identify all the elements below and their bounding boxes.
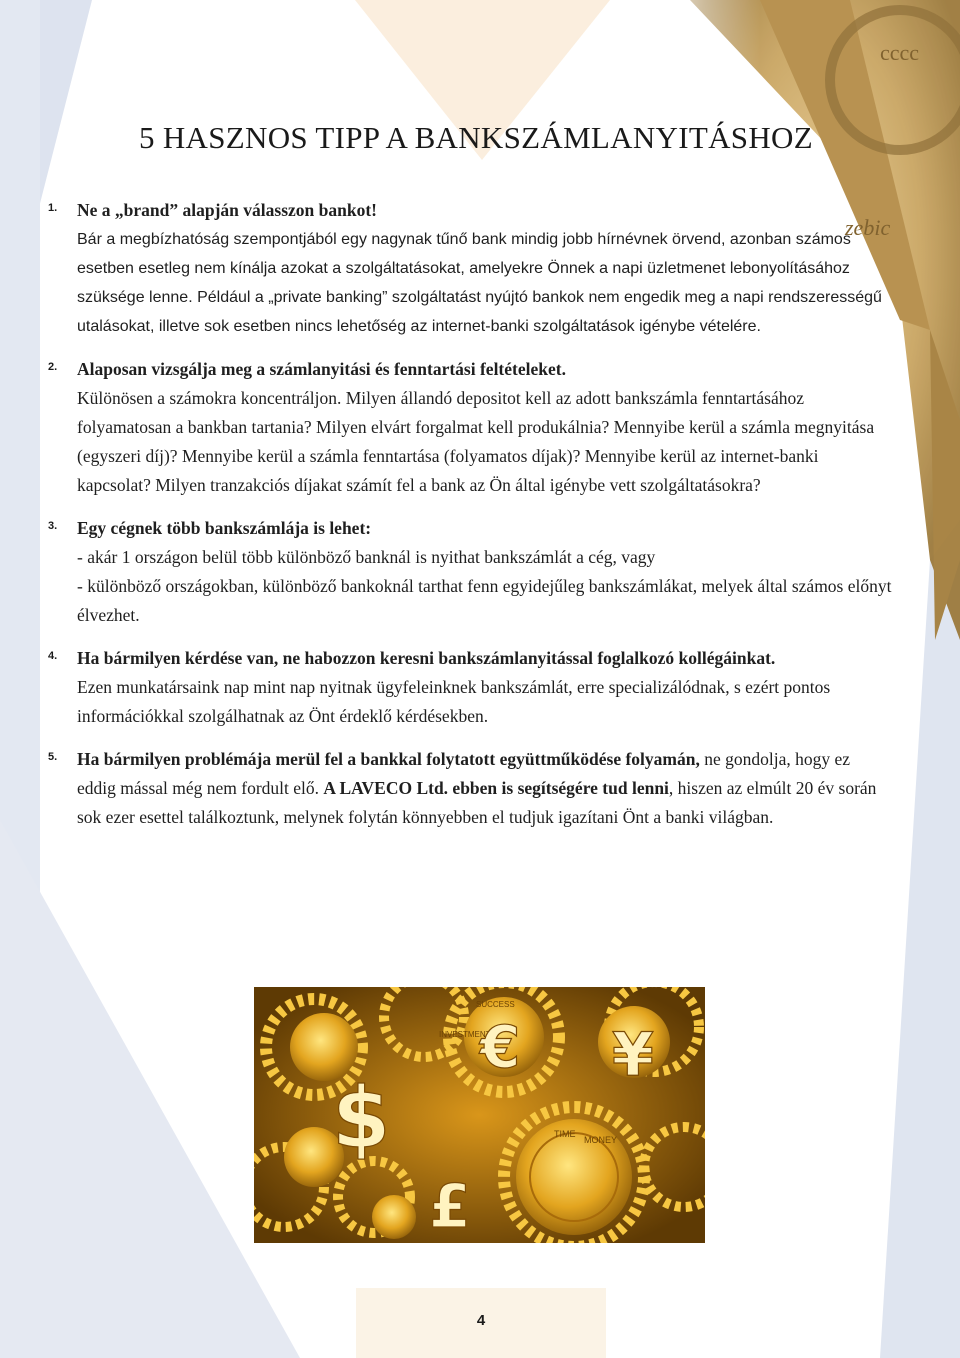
tip-4 bbox=[0, 644, 960, 731]
tip-line: - akár 1 országon belül több különböző banknál is nyithat bankszámlát a cég, vagy bbox=[77, 547, 656, 567]
tip-number: 2. bbox=[48, 361, 58, 373]
tip-number: 5. bbox=[48, 751, 58, 763]
gears-money-illustration bbox=[254, 987, 705, 1243]
tip-text: Ezen munkatársaink nap mint nap nyitnak ügyfeleinknek bankszámlát, erre specializálódnak, s ezért pontos információkkal szolgálhatnak az Önt érdeklő kérdésekben. bbox=[77, 677, 831, 726]
tip-text-part: Bár a megbízhatóság szempontjából egy nagynak tűnő bank mindig jobb hírnévnek örvend, azonban számos esetben esetleg nem kínálja azokat a szolgáltatásokat, amelyekre Önnek a napi üzletmenet lebonyolításához szüksége lenne. bbox=[77, 231, 851, 306]
tip-number: 1. bbox=[48, 202, 58, 214]
page-number: 4 bbox=[476, 1312, 486, 1329]
gears-image bbox=[254, 987, 705, 1243]
tip-heading: Egy cégnek több bankszámlája is lehet: bbox=[77, 518, 372, 538]
tips-list bbox=[0, 196, 960, 846]
tip-line: - különböző országokban, különböző bankoknál tarthat fenn egyidejűleg bankszámlákat, melyek által számos előnyt élvezhet. bbox=[77, 576, 892, 625]
yen-symbol: ¥ bbox=[612, 1020, 654, 1090]
tip-number: 3. bbox=[48, 520, 58, 532]
tip-heading: Ha bármilyen problémája merül fel a bankkal folytatott együttműködése folyamán, bbox=[77, 749, 700, 769]
tip-5 bbox=[0, 745, 960, 832]
tip-text: Különösen a számokra koncentráljon. Milyen állandó depositot kell az adott bankszámla fenntartásához folyamatosan a bankban tartania? Milyen elvárt forgalmat kell produkálnia? Mennyibe kerül a számla megnyitása (egyszeri díj)? Mennyibe kerül a számla fenntartása (folyamatos díjak)? Mennyibe kerül az internet-banki kapcsolat? Milyen tranzakciós díjakat számít fel a bank az Ön által igénybe vett szolgáltatásokra? bbox=[77, 388, 875, 495]
tip-text-part: Például a „private banking” szolgáltatást nyújtó bankok nem engedik meg a napi rendszerességű utalásokat, illetve sok esetben nincs lehetőség az internet-banki szolgáltatások igénybe vételére. bbox=[77, 289, 882, 335]
company-highlight: A LAVECO Ltd. ebben is segítségére tud lenni bbox=[323, 778, 669, 798]
svg-text:cccc: cccc bbox=[880, 40, 920, 65]
tip-heading: Ha bármilyen kérdése van, ne habozzon keresni bankszámlanyitással foglalkozó kollégáinkat. bbox=[77, 648, 776, 668]
tip-2 bbox=[0, 355, 960, 500]
page-number-box bbox=[356, 1288, 606, 1358]
pound-symbol: £ bbox=[429, 1172, 471, 1242]
dollar-symbol: $ bbox=[332, 1069, 391, 1167]
page-title: 5 HASZNOS TIPP A BANKSZÁMLANYITÁSHOZ bbox=[139, 120, 813, 155]
tip-heading: Ne a „brand” alapján válasszon bankot! bbox=[77, 200, 377, 220]
tip-heading: Alaposan vizsgálja meg a számlanyitási és fenntartási feltételeket. bbox=[77, 359, 566, 379]
tip-text-part: , hiszen az elmúlt 20 év során sok ezer esettel találkoztunk, melynek folytán könnyebben el tudjuk igazítani Önt a banki világban. bbox=[77, 778, 877, 827]
coin-label: MONEY bbox=[584, 1135, 618, 1145]
euro-symbol: € bbox=[480, 1013, 521, 1081]
tip-1 bbox=[0, 196, 960, 341]
tip-number: 4. bbox=[48, 650, 58, 662]
coin-label: SUCCESS bbox=[476, 1000, 515, 1009]
tip-text-part: ne gondolja, hogy ez eddig mással még nem fordult elő. bbox=[77, 749, 851, 798]
tip-3 bbox=[0, 514, 960, 630]
coin-label: INVESTMENT bbox=[439, 1030, 491, 1039]
tip-text bbox=[77, 225, 893, 341]
tip-text bbox=[77, 745, 893, 832]
coin-label: TIME bbox=[554, 1129, 576, 1139]
svg-text:zebic: zebic bbox=[845, 215, 891, 240]
